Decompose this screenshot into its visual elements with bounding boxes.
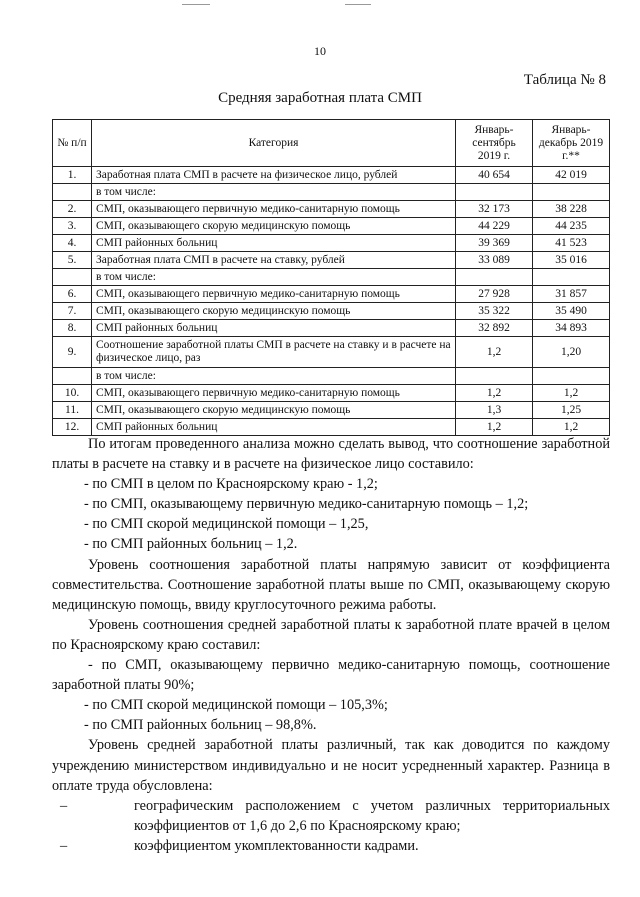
dash-marker: – [60, 837, 68, 854]
row-value-jan-dec [533, 269, 610, 286]
row-value-jan-sep: 33 089 [456, 252, 533, 269]
dash-list-item [52, 796, 610, 836]
row-category: СМП, оказывающего первичную медико-санитарную помощь [92, 385, 456, 402]
row-number: 2. [53, 201, 92, 218]
row-category: СМП, оказывающего скорую медицинскую помощь [92, 303, 456, 320]
row-value-jan-sep: 27 928 [456, 286, 533, 303]
row-category: СМП, оказывающего скорую медицинскую помощь [92, 218, 456, 235]
paragraph: Уровень соотношения средней заработной платы к заработной плате врачей в целом по Красноярскому краю составил: [52, 616, 610, 653]
header-jan-sep: Январь-сентябрь 2019 г. [456, 120, 533, 167]
row-category: СМП, оказывающего первичную медико-санитарную помощь [92, 286, 456, 303]
table-row [53, 167, 610, 184]
table-row [53, 320, 610, 337]
row-category: СМП районных больниц [92, 419, 456, 436]
row-category: в том числе: [92, 269, 456, 286]
scan-mark [345, 4, 371, 5]
list-item: - по СМП скорой медицинской помощи – 105,3%; [84, 697, 388, 714]
table-label: Таблица № 8 [523, 72, 606, 88]
row-value-jan-dec: 42 019 [533, 167, 610, 184]
row-number: 8. [53, 320, 92, 337]
row-value-jan-dec: 1,2 [533, 385, 610, 402]
row-number: 10. [53, 385, 92, 402]
table-title: Средняя заработная плата СМП [218, 90, 422, 106]
row-number: 12. [53, 419, 92, 436]
row-value-jan-sep: 40 654 [456, 167, 533, 184]
list-item: - по СМП районных больниц – 98,8%. [84, 717, 317, 734]
row-value-jan-sep: 1,2 [456, 419, 533, 436]
row-value-jan-sep [456, 184, 533, 201]
row-value-jan-sep [456, 269, 533, 286]
row-category: в том числе: [92, 184, 456, 201]
header-jan-dec: Январь-декабрь 2019 г.** [533, 120, 610, 167]
table-row [53, 303, 610, 320]
table-row [53, 286, 610, 303]
list-item: - по СМП районных больниц – 1,2. [84, 536, 298, 553]
list-item: - по СМП, оказывающему первичную медико-санитарную помощь – 1,2; [84, 496, 529, 513]
row-value-jan-sep: 1,2 [456, 337, 533, 368]
page-number: 10 [314, 44, 326, 58]
row-category: СМП районных больниц [92, 235, 456, 252]
row-value-jan-dec: 31 857 [533, 286, 610, 303]
row-number [53, 368, 92, 385]
row-value-jan-dec: 44 235 [533, 218, 610, 235]
row-number: 11. [53, 402, 92, 419]
table-row [53, 337, 610, 368]
dash-item-text: географическим расположением с учетом различных территориальных коэффициентов от 1,6 до 2,6 по Красноярскому краю; [134, 797, 610, 834]
row-value-jan-dec: 34 893 [533, 320, 610, 337]
row-value-jan-dec [533, 184, 610, 201]
row-value-jan-sep: 39 369 [456, 235, 533, 252]
row-value-jan-dec: 35 016 [533, 252, 610, 269]
dash-list-item [52, 836, 610, 856]
table-row [53, 419, 610, 436]
row-category: в том числе: [92, 368, 456, 385]
table-row [53, 184, 610, 201]
row-value-jan-dec: 1,25 [533, 402, 610, 419]
row-value-jan-sep: 44 229 [456, 218, 533, 235]
list-item: - по СМП в целом по Красноярскому краю - 1,2; [84, 476, 378, 493]
row-number: 1. [53, 167, 92, 184]
row-number [53, 184, 92, 201]
paragraph: Уровень соотношения заработной платы напрямую зависит от коэффициента совместительства. Соотношение заработной платы выше по СМП, оказывающему скорую медицинскую помощь, ввиду круглосуточного режима работы. [52, 556, 610, 613]
salary-table [52, 119, 610, 436]
row-category: СМП, оказывающего первичную медико-санитарную помощь [92, 201, 456, 218]
row-category: Заработная плата СМП в расчете на ставку, рублей [92, 252, 456, 269]
table-row [53, 368, 610, 385]
row-number: 4. [53, 235, 92, 252]
row-value-jan-sep: 32 173 [456, 201, 533, 218]
row-value-jan-sep: 35 322 [456, 303, 533, 320]
list-item: - по СМП, оказывающему первично медико-санитарную помощь, соотношение заработной платы 90%; [52, 657, 610, 694]
table-row [53, 252, 610, 269]
body-text [52, 434, 610, 856]
header-num: № п/п [53, 120, 92, 167]
row-value-jan-dec [533, 368, 610, 385]
row-value-jan-dec: 1,20 [533, 337, 610, 368]
list-item: - по СМП скорой медицинской помощи – 1,25, [84, 516, 369, 533]
dash-item-text: коэффициентом укомплектованности кадрами. [134, 837, 419, 854]
table-row [53, 385, 610, 402]
row-number: 3. [53, 218, 92, 235]
row-category: Заработная плата СМП в расчете на физическое лицо, рублей [92, 167, 456, 184]
table-row [53, 201, 610, 218]
row-value-jan-sep: 1,2 [456, 385, 533, 402]
row-category: Соотношение заработной платы СМП в расчете на ставку и в расчете на физическое лицо, раз [92, 337, 456, 368]
row-number [53, 269, 92, 286]
row-value-jan-sep: 32 892 [456, 320, 533, 337]
table-row [53, 235, 610, 252]
table-row [53, 218, 610, 235]
dash-marker: – [60, 797, 68, 814]
row-value-jan-dec: 1,2 [533, 419, 610, 436]
row-value-jan-dec: 35 490 [533, 303, 610, 320]
row-category: СМП районных больниц [92, 320, 456, 337]
row-value-jan-sep [456, 368, 533, 385]
table-row [53, 402, 610, 419]
row-value-jan-sep: 1,3 [456, 402, 533, 419]
row-value-jan-dec: 38 228 [533, 201, 610, 218]
header-category: Категория [92, 120, 456, 167]
table-row [53, 269, 610, 286]
row-number: 9. [53, 337, 92, 368]
paragraph: По итогам проведенного анализа можно сделать вывод, что соотношение заработной платы в расчете на ставку и в расчете на физическое лицо составило: [52, 436, 610, 473]
row-category: СМП, оказывающего скорую медицинскую помощь [92, 402, 456, 419]
paragraph: Уровень средней заработной платы различный, так как доводится по каждому учреждению министерством индивидуально и не носит усредненный характер. Разница в оплате труда обусловлена: [52, 737, 610, 794]
row-number: 5. [53, 252, 92, 269]
row-number: 6. [53, 286, 92, 303]
table-header-row [53, 120, 610, 167]
row-value-jan-dec: 41 523 [533, 235, 610, 252]
row-number: 7. [53, 303, 92, 320]
scan-mark [182, 4, 210, 5]
